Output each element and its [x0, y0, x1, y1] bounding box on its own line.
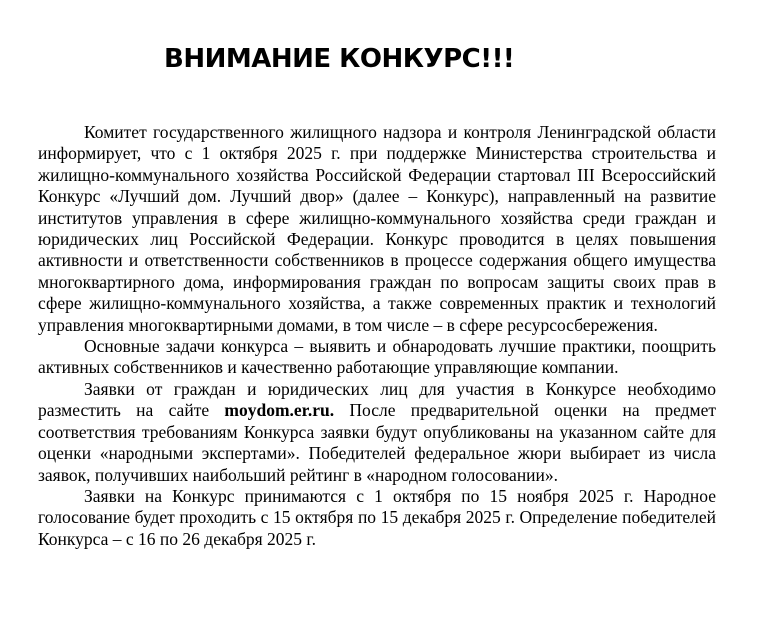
paragraph-contest-dates: Заявки на Конкурс принимаются с 1 октября по 15 ноября 2025 г. Народное голосование будет проходить с 15 октября по 15 декабря 2025 г. Определение победителей Конкурса – с 16 по 26 декабря 2025 г. — [38, 485, 716, 549]
paragraph-application-info — [38, 379, 716, 486]
paragraph-contest-goals: Основные задачи конкурса – выявить и обнародовать лучшие практики, поощрить активных собственников и качественно работающие управляющие компании. — [38, 336, 716, 378]
paragraph-contest-intro: Комитет государственного жилищного надзора и контроля Ленинградской области информирует, что с 1 октября 2025 г. при поддержке Министерства строительства и жилищно-коммунального хозяйства Российской Федерации стартовал III Всероссийский Конкурс «Лучший дом. Лучший двор» (далее – Конкурс), направленный на развитие институтов управления в сфере жилищно-коммунального хозяйства среди граждан и юридических лиц Российской Федерации. Конкурс проводится в целях повышения активности и ответственности собственников в процессе содержания общего имущества многоквартирного дома, информирования граждан по вопросам защиты своих прав в сфере жилищно-коммунального хозяйства, а также современных практик и технологий управления многоквартирными домами, в том числе – в сфере ресурсосбережения. — [38, 122, 716, 335]
application-text-before-site: Заявки от граждан и юридических лиц для участия в Конкурсе необходимо разместить на сайте — [38, 378, 716, 421]
announcement-title: ВНИМАНИЕ КОНКУРС!!! — [164, 44, 515, 74]
application-text-after-site: После предварительной оценки на предмет соответствия требованиям Конкурса заявки будут опубликованы на указанном сайте для оценки «народными экспертами». Победителей федеральное жюри выбирает из числа заявок, получивших наибольший рейтинг в «народном голосовании». — [38, 400, 717, 485]
contest-website: moydom.er.ru. — [224, 400, 335, 421]
announcement-body — [38, 122, 716, 550]
